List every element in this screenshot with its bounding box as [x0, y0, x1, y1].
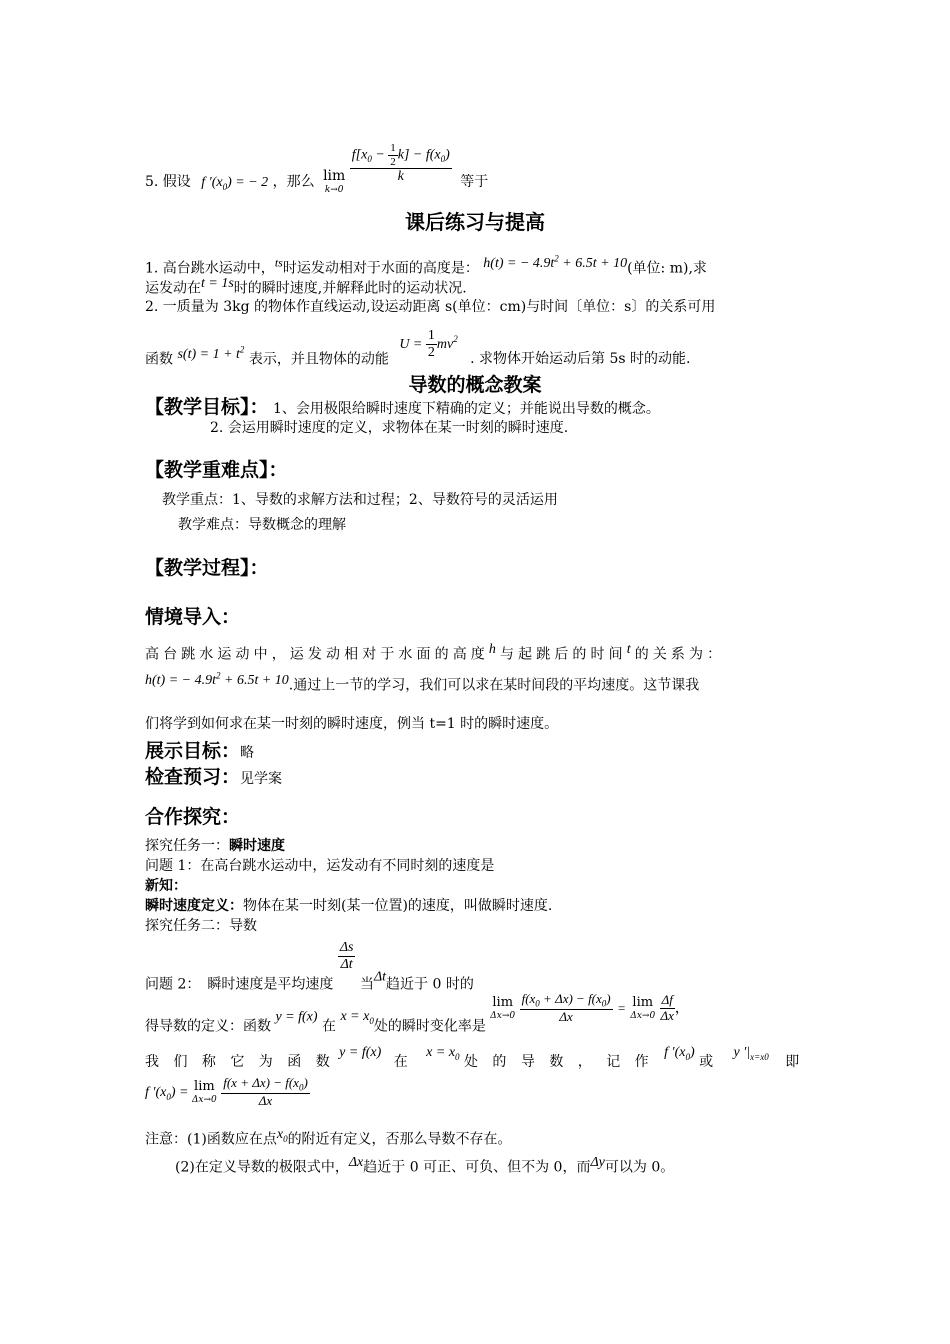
difference-quotient: $\frac{f(x_0 + \Delta x) - f(x_0)}{\Delta x}$ — [521, 991, 611, 1024]
key-label: 【教学重难点】： — [145, 459, 288, 481]
delta-t: Δt — [373, 969, 387, 985]
y-prime-at-x0: y $'|_{x=x0}$ — [733, 1045, 769, 1062]
key-1: 教学重点：1、导数的求解方法和过程；2、导数符号的灵活运用 — [162, 492, 558, 508]
practice-title: 课后练习与提高 — [405, 210, 545, 234]
t-var: t — [626, 642, 635, 657]
practice-2-line1: 2. 一质量为 3kg 的物体作直线运动,设运动距离 s(单位：cm)与时间〔单位：s〕的关系可用 — [145, 299, 716, 315]
key-2: 教学难点：导数概念的理解 — [178, 517, 346, 533]
y-equals-fx: y = f(x) — [275, 1009, 318, 1025]
derivative-quotient: $\frac{f(x + \Delta x) - f(x_0)}{\Delta x}$ — [223, 1075, 308, 1108]
h-var: h — [488, 642, 501, 657]
t-equals-1s: t = 1s — [201, 276, 234, 291]
intro-line1: 高台跳水运动中，运发动相对于水面的高度h与起跳后的时间t的关系为： — [145, 642, 726, 663]
q5-condition: f $'(x_0)$ = − 2 — [201, 174, 269, 192]
question-5 — [145, 142, 489, 196]
x-equals-x0-2: $x = x_0$ — [426, 1045, 460, 1062]
question-2: 问题 2： 瞬时速度是平均速度 $\frac{\Delta s}{\Delta t}$ 当Δt趋近于 0 时的 — [145, 940, 474, 993]
distance-formula: $s(t) = 1 + t^2$ — [177, 344, 245, 362]
q5-fraction: $f[x_0$ − $\frac{1}{2}$ $k] - f(x_0)$ k — [351, 142, 450, 185]
delta-x-symbol: Δx — [348, 1155, 364, 1170]
show-value: 略 — [240, 745, 255, 761]
goals-2: 2. 会运用瞬时速度的定义，求物体在某一时刻的瞬时速度. — [210, 420, 569, 436]
intro-line2: h(t) = − $4.9t^2 + 6.5t + 10$.通过上一节的学习，我们可以求在某时间段的平均速度。这节课我 — [145, 670, 700, 694]
question-1: 问题 1：在高台跳水运动中，运发动有不同时刻的速度是 — [145, 858, 495, 874]
delta-f-over-delta-x: $\frac{\Delta f}{\Delta x}$ — [660, 992, 674, 1023]
x0-symbol: $x_0$ — [276, 1127, 288, 1144]
intro-height-formula: h(t) = − $4.9t^2 + 6.5t + 10$ — [145, 670, 289, 688]
derivative-definition-row: 得导数的定义：函数 y = f(x) 在 $x = x_0$处的瞬时变化率是 lim Δx→0 $\frac{f(x_0 + \Delta x) - f(x_0)}{\Delta x}$ = lim Δx→0 $\frac{\Delta f}{\Delta x}$ ， — [145, 991, 689, 1035]
derivative-formula: f $'(x_0)$ = lim Δx→0 $\frac{f(x + \Delta x) - f(x_0)}{\Delta x}$ — [145, 1075, 308, 1108]
q5-suffix: 等于 — [460, 173, 489, 190]
note-2: (2)在定义导数的极限式中，Δx趋近于 0 可正、可负、但不为 0，而Δy可以为 0。 — [175, 1155, 675, 1176]
y-equals-fx-2: y = f(x) — [339, 1045, 382, 1060]
show-label: 展示目标： — [145, 740, 241, 762]
definition-row: 瞬时速度定义：物体在某一时刻(某一位置)的速度，叫做瞬时速度. — [145, 898, 553, 914]
f-prime-x0: f $'(x_0)$ — [664, 1045, 695, 1062]
show-row — [145, 740, 254, 763]
goals-row — [145, 396, 660, 419]
height-formula: h(t) = − $4.9t^2 + 6.5t + 10$ — [483, 253, 628, 271]
goals-label: 【教学目标】： — [145, 396, 269, 418]
delta-y-symbol: Δy — [590, 1155, 605, 1170]
note-1: 注意：(1)函数应在点$x_0$的附近有定义，否那么导数不存在。 — [145, 1127, 512, 1148]
check-row — [145, 766, 282, 789]
energy-formula: U = $\frac{1}{2}$ $mv^2$ — [399, 327, 458, 360]
limit-delta-x-2: lim Δx→0 — [630, 995, 656, 1021]
check-value: 见学案 — [240, 771, 283, 787]
check-label: 检查预习： — [145, 766, 241, 788]
task1: 探究任务一：瞬时速度 — [145, 838, 285, 854]
lesson-title: 导数的概念教案 — [408, 374, 542, 396]
goals-1: 1、会用极限给瞬时速度下精确的定义；并能说出导数的概念。 — [272, 401, 660, 417]
t-seconds: ts — [274, 255, 283, 270]
x-equals-x0: $x = x_0$ — [340, 1009, 374, 1027]
practice-2-line2: 函数 $s(t) = 1 + t^2$ 表示，并且物体的动能 U = $\frac{1}{2}$ $mv^2$ . 求物体开始运动后第 5s 时的动能. — [145, 327, 691, 368]
task2: 探究任务二：导数 — [145, 918, 257, 934]
new-knowledge-label: 新知： — [145, 878, 187, 894]
limit-delta-x: lim Δx→0 — [490, 995, 516, 1021]
coop-label: 合作探究： — [145, 806, 241, 828]
avg-velocity-fraction: $\frac{\Delta s}{\Delta t}$ — [339, 940, 354, 973]
q5-prefix: 5. 假设 — [145, 173, 191, 190]
q5-limit: lim k→0 — [323, 168, 346, 195]
q5-mid: ，那么 — [272, 173, 315, 190]
practice-1-line2: 运发动在t = 1s时的瞬时速度,并解释此时的运动状况. — [145, 276, 467, 297]
practice-1-line1: 1. 高台跳水运动中，ts时运发动相对于水面的高度是： h(t) = − $4.9t^2 + 6.5t + 10$(单位: m),求 — [145, 253, 707, 277]
derivative-notation-row: 我 们 称 它 为 函 数 y = f(x) 在 $x = x_0$ 处 的 导 数 ， 记 作 f $'(x_0)$ 或 y $'|_{x=x0}$ 即 — [145, 1045, 800, 1070]
process-label: 【教学过程】： — [145, 557, 269, 579]
intro-label: 情境导入： — [145, 606, 241, 628]
intro-line3: 们将学到如何求在某一时刻的瞬时速度，例当 t=1 时的瞬时速度。 — [145, 716, 559, 732]
